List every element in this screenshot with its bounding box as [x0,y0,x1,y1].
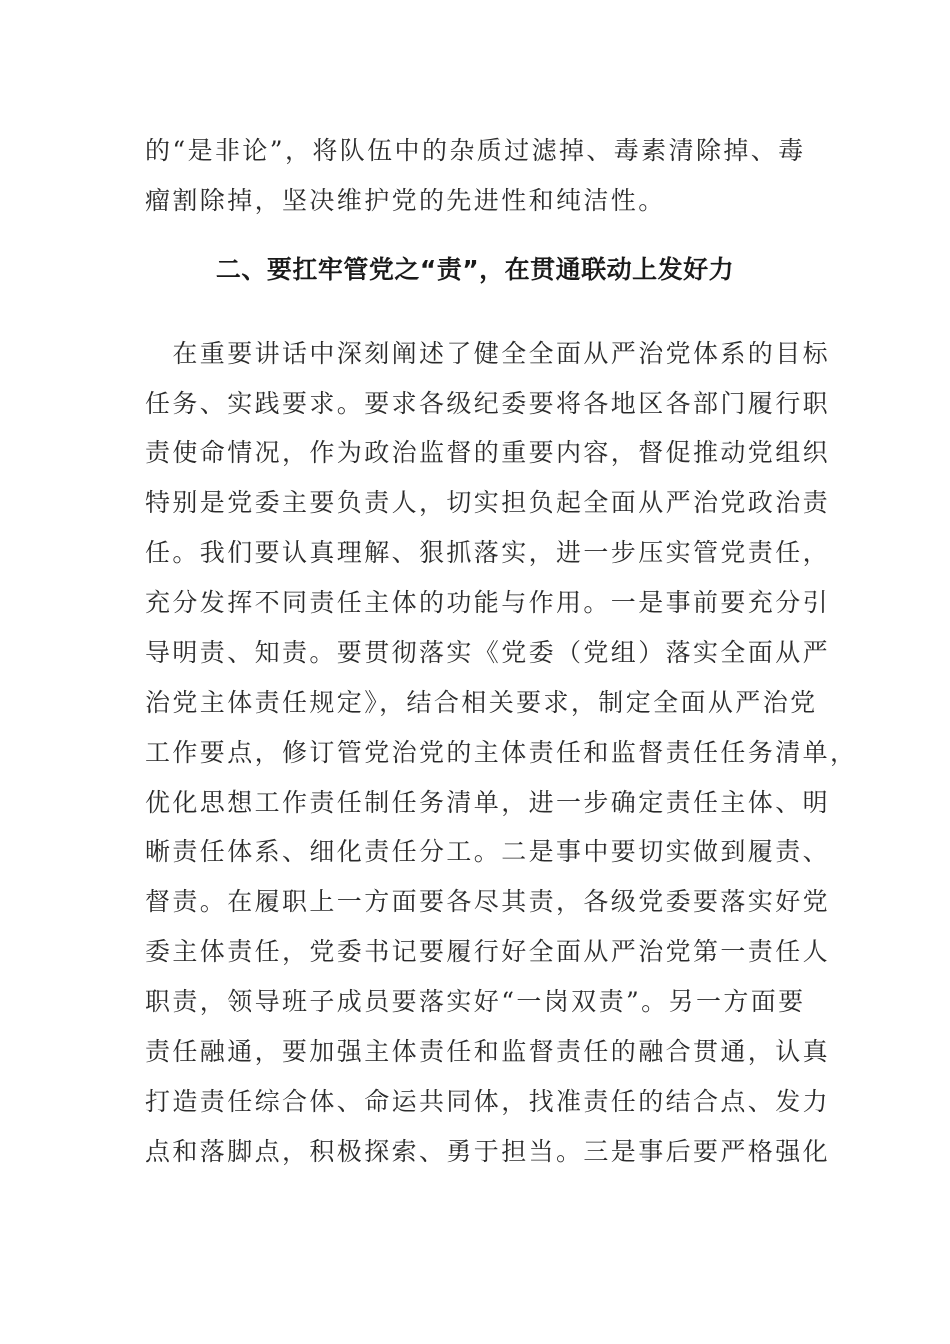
paragraph-line: 责任融通，要加强主体责任和监督责任的融合贯通，认真 [145,1037,831,1066]
paragraph-line: 任。我们要认真理解、狠抓落实，进一步压实管党责任， [145,538,831,567]
paragraph-line: 任务、实践要求。要求各级纪委要将各地区各部门履行职 [145,389,831,418]
paragraph-line: 优化思想工作责任制任务清单，进一步确定责任主体、明 [145,788,831,817]
paragraph-line: 打造责任综合体、命运共同体，找准责任的结合点、发力 [145,1087,831,1116]
paragraph-line: 职责，领导班子成员要落实好“一岗双责”。另一方面要 [145,987,806,1016]
paragraph-line: 在重要讲话中深刻阐述了健全全面从严治党体系的目标 [145,339,831,368]
paragraph-line: 导明责、知责。要贯彻落实《党委（党组）落实全面从严 [145,638,831,667]
paragraph-line: 特别是党委主要负责人，切实担负起全面从严治党政治责 [145,488,831,517]
paragraph-line: 责使命情况，作为政治监督的重要内容，督促推动党组织 [145,438,831,467]
paragraph-line: 的“是非论”，将队伍中的杂质过滤掉、毒素清除掉、毒 [145,136,806,165]
paragraph-line: 委主体责任，党委书记要履行好全面从严治党第一责任人 [145,937,831,966]
paragraph-line: 工作要点，修订管党治党的主体责任和监督责任任务清单， [145,738,858,767]
paragraph-line: 督责。在履职上一方面要各尽其责，各级党委要落实好党 [145,887,831,916]
paragraph-line: 治党主体责任规定》，结合相关要求，制定全面从严治党 [145,688,818,717]
paragraph-line: 晰责任体系、细化责任分工。二是事中要切实做到履责、 [145,837,831,866]
paragraph-line: 瘤割除掉，坚决维护党的先进性和纯洁性。 [145,186,666,215]
paragraph-line: 点和落脚点，积极探索、勇于担当。三是事后要严格强化 [145,1137,831,1166]
section-heading: 二、要扛牢管党之“责”，在贯通联动上发好力 [215,255,735,284]
paragraph-line: 充分发挥不同责任主体的功能与作用。一是事前要充分引 [145,588,831,617]
